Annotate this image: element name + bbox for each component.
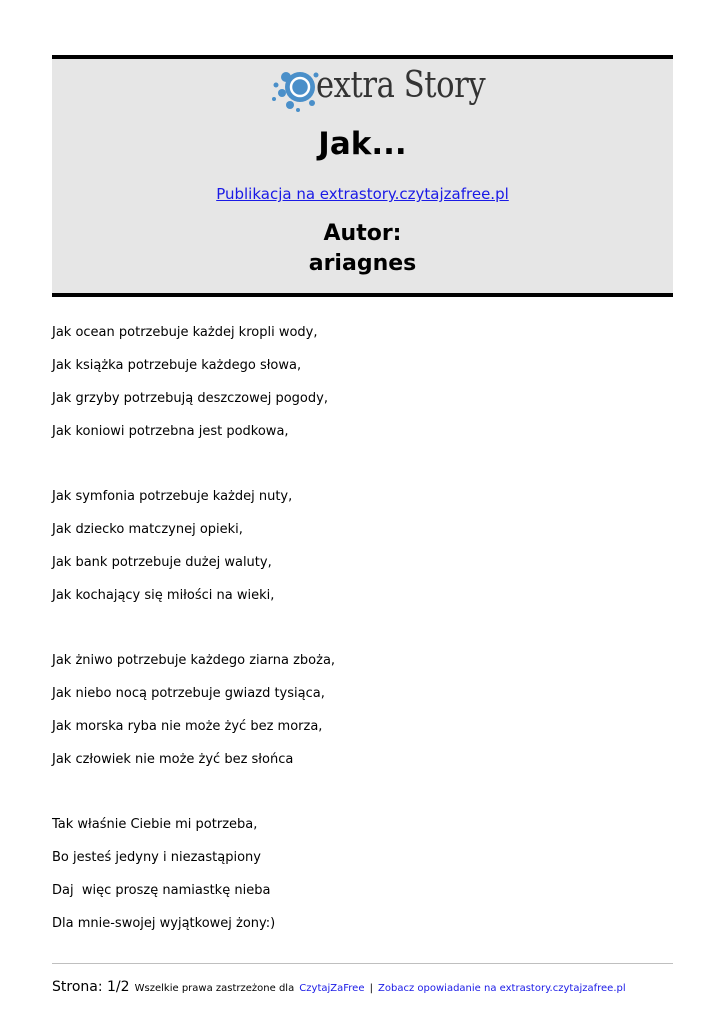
poem-line: Jak dziecko matczynej opieki, <box>52 522 243 537</box>
header-box <box>52 55 673 297</box>
footer-separator: | <box>369 983 373 994</box>
footer <box>52 976 626 995</box>
footer-divider <box>52 963 673 964</box>
page-number: Strona: 1/2 <box>52 979 130 995</box>
poem-line: Tak właśnie Ciebie mi potrzeba, <box>52 817 258 832</box>
poem-line: Jak symfonia potrzebuje każdej nuty, <box>52 489 293 504</box>
poem-line: Daj więc proszę namiastkę nieba <box>52 883 271 898</box>
rights-text: Wszelkie prawa zastrzeżone dla <box>134 983 295 994</box>
poem-line: Jak książka potrzebuje każdego słowa, <box>52 358 302 373</box>
poem-line: Jak niebo nocą potrzebuje gwiazd tysiąca, <box>52 686 325 701</box>
poem-line: Bo jesteś jedyny i niezastąpiony <box>52 850 261 865</box>
poem-line: Jak człowiek nie może żyć bez słońca <box>52 752 294 767</box>
poem-line: Jak kochający się miłości na wieki, <box>52 588 275 603</box>
author-label: Autor: <box>323 221 402 246</box>
story-link[interactable]: Zobacz opowiadanie na extrastory.czytajzafree.pl <box>378 983 626 994</box>
logo-text: extra Story <box>316 65 486 106</box>
poem-line: Jak grzyby potrzebują deszczowej pogody, <box>52 391 328 406</box>
author-name: ariagnes <box>308 251 417 276</box>
poem-line: Jak żniwo potrzebuje każdego ziarna zboża, <box>52 653 336 668</box>
poem-line: Jak koniowi potrzebna jest podkowa, <box>52 424 289 439</box>
poem-line: Jak ocean potrzebuje każdej kropli wody, <box>52 325 318 340</box>
poem-line: Dla mnie-swojej wyjątkowej żony:) <box>52 916 276 931</box>
extra-story-logo <box>268 63 486 115</box>
brand-link[interactable]: CzytajZaFree <box>299 983 365 994</box>
poem-line: Jak morska ryba nie może żyć bez morza, <box>52 719 323 734</box>
poem-line: Jak bank potrzebuje dużej waluty, <box>52 555 272 570</box>
page-title: Jak... <box>318 126 407 162</box>
publication-link[interactable]: Publikacja na extrastory.czytajzafree.pl <box>216 185 509 203</box>
